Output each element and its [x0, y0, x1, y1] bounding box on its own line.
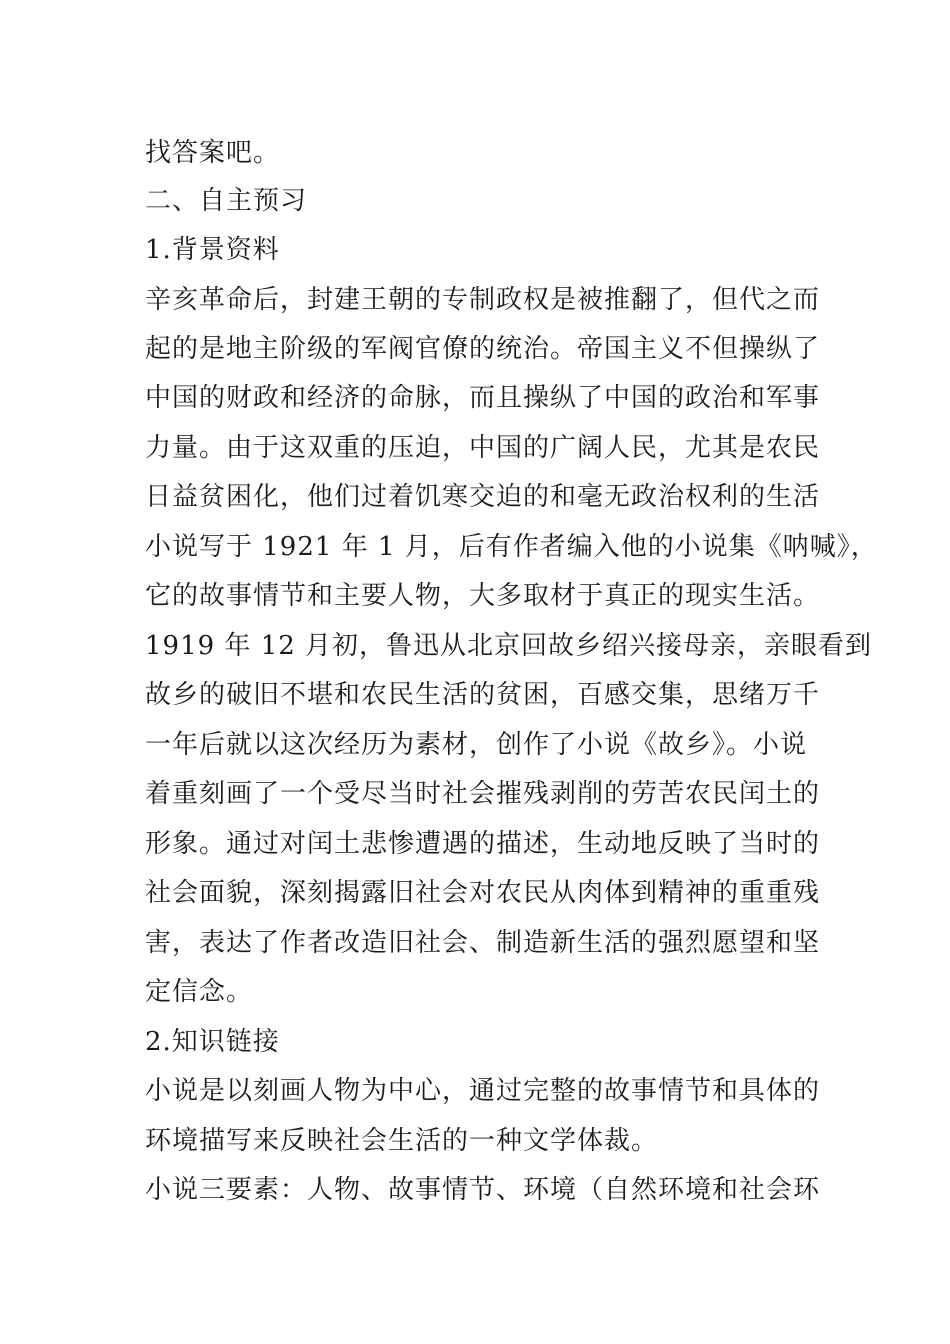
text-line: 形象。通过对闰土悲惨遭遇的描述，生动地反映了当时的 — [145, 829, 821, 859]
text-line: 日益贫困化，他们过着饥寒交迫的和毫无政治权利的生活 — [145, 482, 821, 512]
text-line: 小说三要素：人物、故事情节、环境（自然环境和社会环 — [145, 1175, 821, 1205]
text-line: 辛亥革命后，封建王朝的专制政权是被推翻了，但代之而 — [145, 285, 821, 315]
text-line: 它的故事情节和主要人物，大多取材于真正的现实生活。 — [145, 581, 821, 611]
text-line: 小说是以刻画人物为中心，通过完整的故事情节和具体的 — [145, 1076, 821, 1106]
text-line: 一年后就以这次经历为素材，创作了小说《故乡》。小说 — [145, 730, 808, 760]
section-heading: 二、自主预习 — [145, 186, 308, 216]
text-line: 1919 年 12 月初，鲁迅从北京回故乡绍兴接母亲，亲眼看到 — [145, 631, 873, 661]
text-line: 小说写于 1921 年 1 月，后有作者编入他的小说集《呐喊》， — [145, 532, 878, 562]
subsection-heading: 1.背景资料 — [145, 235, 280, 265]
text-line: 着重刻画了一个受尽当时社会摧残剥削的劳苦农民闰土的 — [145, 779, 821, 809]
text-line: 害，表达了作者改造旧社会、制造新生活的强烈愿望和坚 — [145, 928, 821, 958]
subsection-heading: 2.知识链接 — [145, 1027, 280, 1057]
text-line: 起的是地主阶级的军阀官僚的统治。帝国主义不但操纵了 — [145, 334, 821, 364]
text-line: 找答案吧。 — [145, 138, 281, 168]
text-line: 中国的财政和经济的命脉，而且操纵了中国的政治和军事 — [145, 383, 821, 413]
text-line: 环境描写来反映社会生活的一种文学体裁。 — [145, 1126, 659, 1156]
text-line: 社会面貌，深刻揭露旧社会对农民从肉体到精神的重重残 — [145, 878, 821, 908]
text-line: 力量。由于这双重的压迫，中国的广阔人民，尤其是农民 — [145, 433, 821, 463]
text-line: 故乡的破旧不堪和农民生活的贫困，百感交集，思绪万千 — [145, 680, 821, 710]
text-line: 定信念。 — [145, 977, 254, 1007]
